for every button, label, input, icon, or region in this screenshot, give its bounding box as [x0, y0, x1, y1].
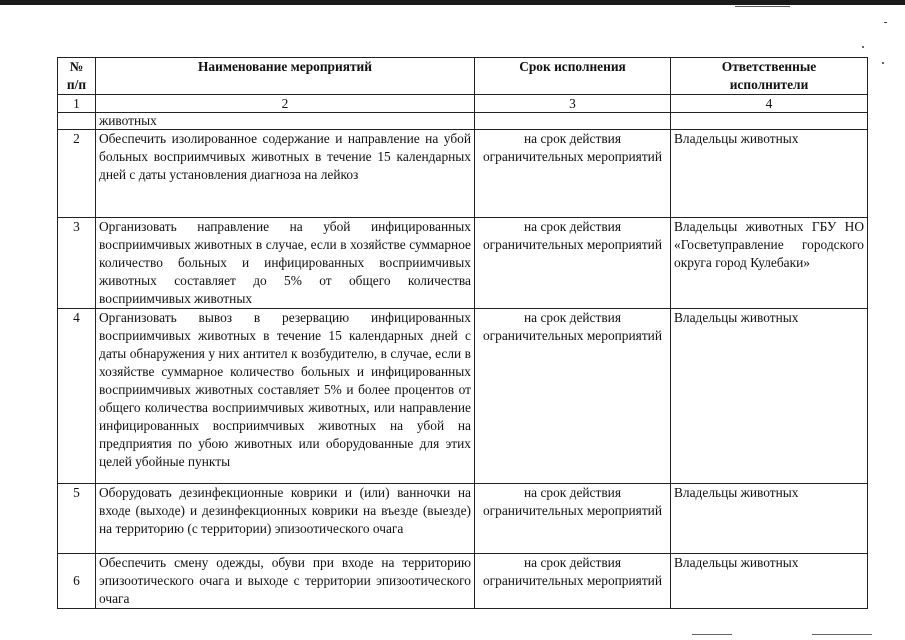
scan-speck: [862, 46, 864, 48]
row-number: 6: [58, 554, 96, 609]
continuation-text: животных: [96, 113, 475, 130]
row-action: Обеспечить изолированное содержание и направление на убой больных восприимчивых животных в течение 15 календарных дней с даты установления диагноза на лейкоз: [96, 130, 475, 218]
continuation-row: [58, 113, 868, 130]
row-term: на срок действия ограничительных мероприятий: [475, 484, 671, 554]
scan-mark: [735, 6, 790, 7]
row-action: Обеспечить смену одежды, обуви при входе на территорию эпизоотического очага и выходе с территории эпизоотического очага: [96, 554, 475, 609]
row-term: на срок действия ограничительных мероприятий: [475, 554, 671, 609]
row-responsible: Владельцы животных: [671, 554, 868, 609]
scan-mark: [692, 634, 732, 635]
column-number: 4: [671, 95, 868, 113]
row-number: 3: [58, 218, 96, 309]
table-header-row: [58, 58, 868, 95]
row-responsible: Владельцы животных ГБУ НО «Госветуправление городского округа город Кулебаки»: [671, 218, 868, 309]
row-term: на срок действия ограничительных мероприятий: [475, 309, 671, 484]
row-term: на срок действия ограничительных мероприятий: [475, 130, 671, 218]
table-row: [58, 130, 868, 218]
header-action: Наименование мероприятий: [96, 58, 475, 95]
table-row: [58, 218, 868, 309]
row-number: 4: [58, 309, 96, 484]
row-action: Оборудовать дезинфекционные коврики и (или) ванночки на входе (выходе) и дезинфекционных коврики на въезде (выезде) на территорию (с территории) эпизоотического очага: [96, 484, 475, 554]
table-row: [58, 484, 868, 554]
scan-speck: [882, 62, 884, 64]
scan-mark: [812, 634, 872, 635]
header-number: № п/п: [58, 58, 96, 95]
column-number-row: [58, 95, 868, 113]
row-responsible: Владельцы животных: [671, 309, 868, 484]
table-row: [58, 309, 868, 484]
column-number: 3: [475, 95, 671, 113]
row-responsible: Владельцы животных: [671, 484, 868, 554]
row-responsible: Владельцы животных: [671, 130, 868, 218]
scan-speck: [884, 22, 887, 23]
header-responsible: Ответственные исполнители: [671, 58, 868, 95]
row-term: на срок действия ограничительных мероприятий: [475, 218, 671, 309]
measures-table: [57, 57, 868, 609]
continuation-number: [58, 113, 96, 130]
column-number: 1: [58, 95, 96, 113]
row-number: 2: [58, 130, 96, 218]
header-term: Срок исполнения: [475, 58, 671, 95]
row-action: Организовать вывоз в резервацию инфицированных восприимчивых животных в течение 15 календарных дней с даты обнаружения у них антител к возбудителю, в случае, если в хозяйстве суммарное количество больных и инфицированных восприимчивых животных составляет 5% и более процентов от общего количества восприимчивых животных, или направление инфицированных восприимчивых животных на убой на предприятия по убою животных или оборудованные для этих целей убойные пункты: [96, 309, 475, 484]
column-number: 2: [96, 95, 475, 113]
scan-top-border: [0, 0, 905, 5]
row-action: Организовать направление на убой инфицированных восприимчивых животных в случае, если в хозяйстве суммарное количество больных и инфицированных восприимчивых животных составляет до 5% от общего количества восприимчивых животных: [96, 218, 475, 309]
row-number: 5: [58, 484, 96, 554]
table-row: [58, 554, 868, 609]
